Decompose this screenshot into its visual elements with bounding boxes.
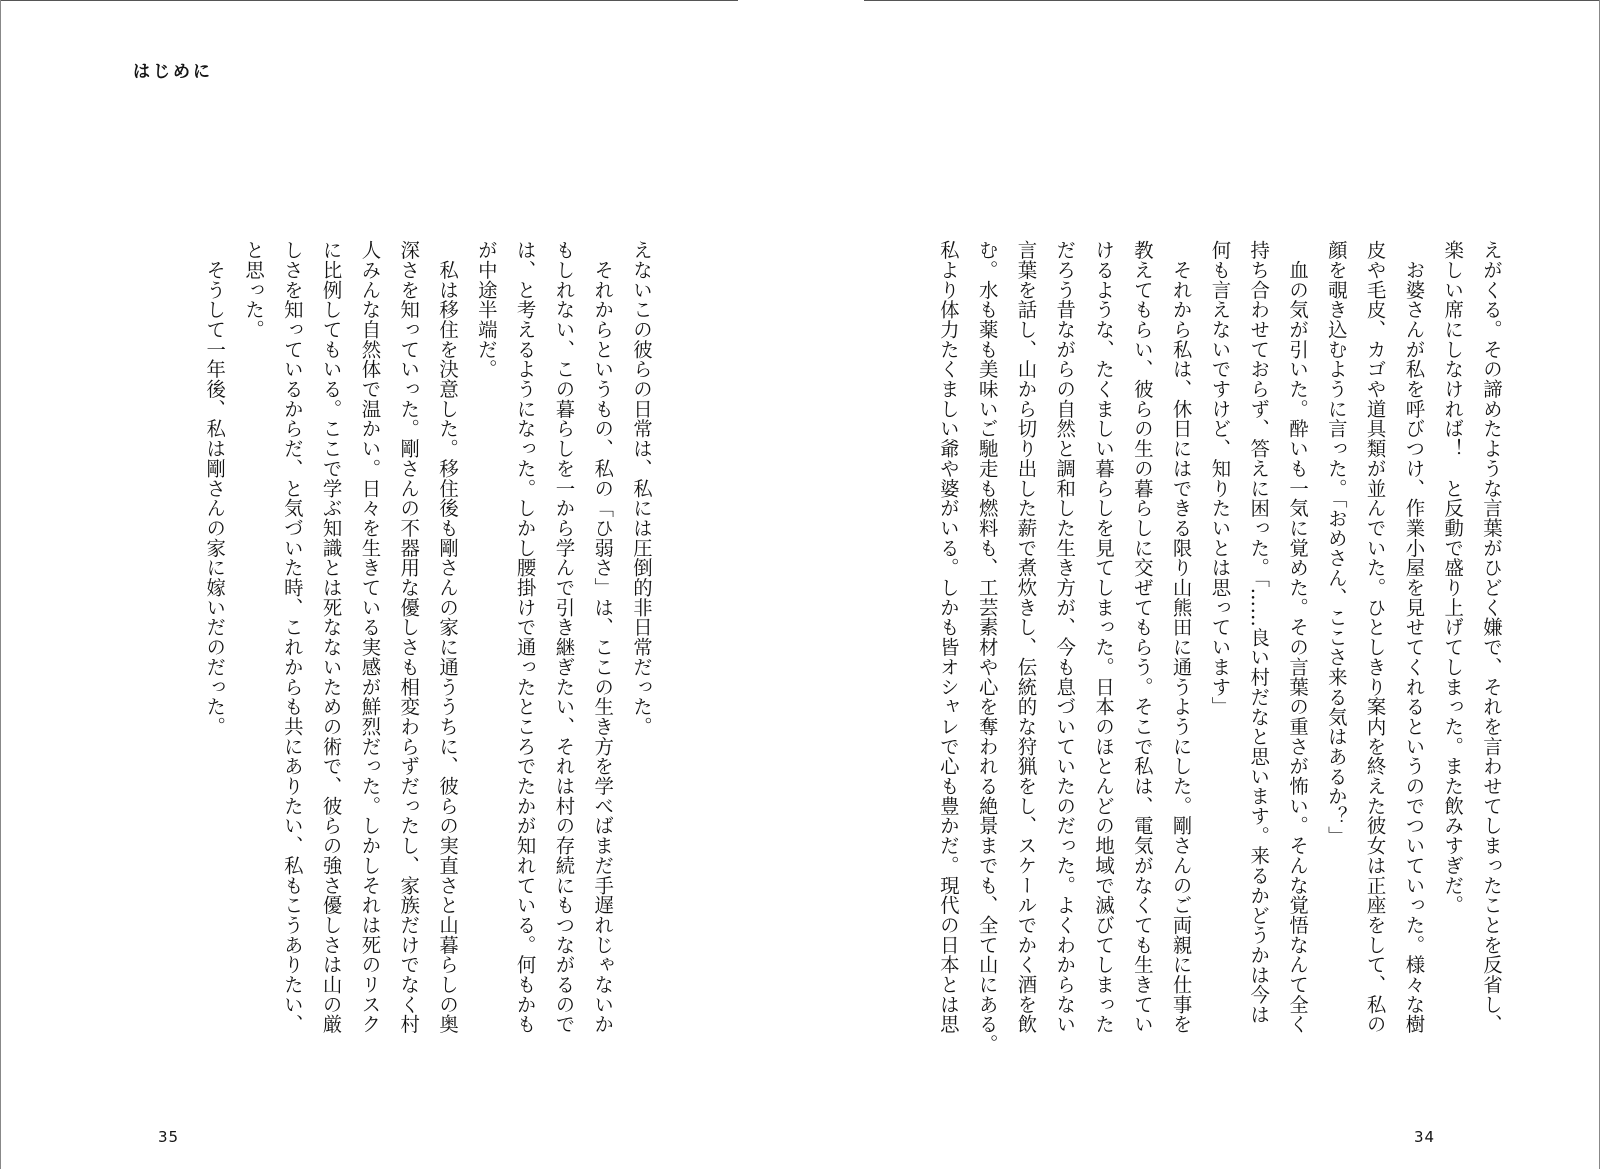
text-line: 教えてもらい、彼らの生の暮らしに交ぜてもらう。そこで私は、電気がなくても生きてい	[1130, 240, 1154, 1034]
text-line: は、と考えるようになった。しかし腰掛けで通ったところでたかが知れている。何もかも	[513, 240, 537, 1034]
text-line: 私は移住を決意した。移住後も剛さんの家に通ううちに、彼らの実直さと山暮らしの奥	[436, 240, 460, 1034]
right-page-body-text	[932, 240, 1510, 1080]
text-line: 何も言えないですけど、知りたいとは思っています」	[1208, 240, 1232, 717]
text-line: 皮や毛皮、カゴや道具類が並んでいた。ひとしきり案内を終えた彼女は正座をして、私の	[1363, 240, 1387, 1034]
text-line: だろう昔ながらの自然と調和した生き方が、今も息づいていたのだった。よくわからない	[1053, 240, 1077, 1034]
text-line: 私より体力たくましい爺や婆がいる。しかも皆オシャレで心も豊かだ。現代の日本とは思	[936, 240, 960, 1034]
text-line: お婆さんが私を呼びつけ、作業小屋を見せてくれるというのでついていった。様々な樹	[1402, 240, 1426, 1034]
text-line: が中途半端だ。	[474, 240, 498, 379]
text-line: 持ち合わせておらず、答えに困った。「……良い村だなと思います。来るかどうかは今は	[1247, 240, 1271, 1025]
right-trim-line	[864, 0, 1600, 1]
text-line: しさを知っているからだ、と気づいた時、これからも共にありたい、私もこうありたい、	[280, 240, 304, 1034]
text-line: それから私は、休日にはできる限り山熊田に通うようにした。剛さんのご両親に仕事を	[1169, 240, 1193, 1034]
text-line: に比例してもいる。ここで学ぶ知識とは死なないための術で、彼らの強さ優しさは山の厳	[319, 240, 343, 1034]
text-line: む。水も薬も美味いご馳走も燃料も、工芸素材や心を奪われる絶景までも、全て山にある。	[975, 240, 999, 1054]
text-line: 楽しい席にしなければ！ と反動で盛り上げてしまった。また飲みすぎだ。	[1441, 240, 1465, 915]
text-line: けるような、たくましい暮らしを見てしまった。日本のほとんどの地域で滅びてしまった	[1092, 240, 1116, 1034]
text-line: 人みんな自然体で温かい。日々を生きている実感が鮮烈だった。しかしそれは死のリスク	[358, 240, 382, 1034]
text-line: 顔を覗き込むように言った。「おめさん、ここさ来る気はあるか？」	[1324, 240, 1348, 846]
left-trim-line	[0, 0, 738, 1]
text-line: 深さを知っていった。剛さんの不器用な優しさも相変わらずだったし、家族だけでなく村	[397, 240, 421, 1034]
text-line: えがくる。その諦めたような言葉がひどく嫌で、それを言わせてしまったことを反省し、	[1480, 240, 1503, 1034]
running-head: はじめに	[133, 62, 213, 82]
page-number-left: 35	[158, 1128, 180, 1146]
left-page-body-text	[203, 240, 660, 1080]
text-line: それからというもの、私の「ひ弱さ」は、ここの生き方を学べばまだ手遅れじゃないか	[591, 240, 615, 1034]
text-line: もしれない、この暮らしを一から学んで引き継ぎたい、それは村の存続にもつながるので	[552, 240, 576, 1034]
text-line: 言葉を話し、山から切り出した薪で煮炊きし、伝統的な狩猟をし、スケールでかく酒を飲	[1014, 240, 1038, 1034]
page-number-right: 34	[1414, 1128, 1436, 1146]
text-line: えないこの彼らの日常は、私には圧倒的非日常だった。	[630, 240, 653, 737]
text-line: そうして一年後、私は剛さんの家に嫁いだのだった。	[203, 240, 227, 737]
text-line: と思った。	[242, 240, 266, 340]
left-page-edge	[0, 0, 1, 1169]
text-line: 血の気が引いた。酔いも一気に覚めた。その言葉の重さが怖い。そんな覚悟なんて全く	[1286, 240, 1310, 1034]
